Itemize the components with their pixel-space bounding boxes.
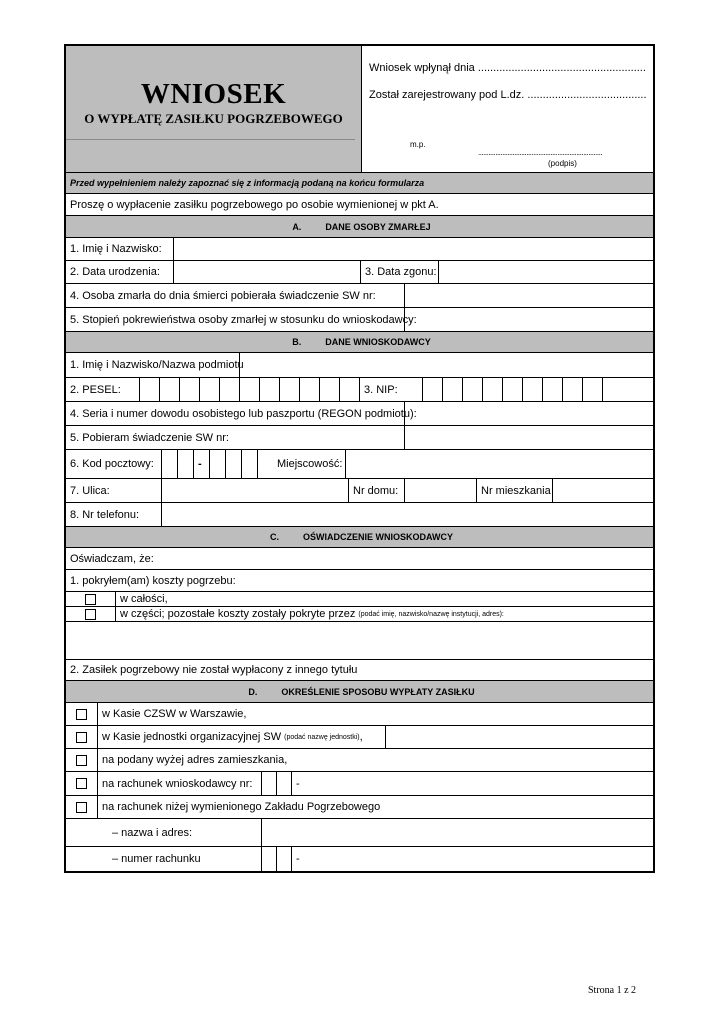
section-c-header <box>66 527 653 548</box>
option-full-row <box>66 592 653 607</box>
signature-label: (podpis) <box>548 159 577 168</box>
postal-code-part1[interactable] <box>162 450 194 478</box>
city-label: Miejscowość: <box>273 450 346 478</box>
declaration-row <box>66 548 653 570</box>
section-d-header <box>66 681 653 703</box>
registration-number-line: Został zarejestrowany pod L.dz. ....................................... <box>369 89 647 101</box>
phone-field[interactable] <box>162 503 653 526</box>
postal-digit-box[interactable] <box>210 450 226 478</box>
address-checkbox-cell[interactable] <box>66 749 98 771</box>
postal-digit-box[interactable] <box>226 450 242 478</box>
cash-central-label: w Kasie CZSW w Warszawie, <box>102 708 247 720</box>
section-c-letter: C. <box>270 532 279 542</box>
birth-date-label: 2. Data urodzenia: <box>66 261 174 283</box>
option-full-label: w całości, <box>120 593 168 605</box>
deceased-name-label: 1. Imię i Nazwisko: <box>66 238 174 260</box>
other-payer-row <box>66 622 653 660</box>
applicant-benefit-label: 5. Pobieram świadczenie SW nr: <box>66 426 405 449</box>
house-number-label: Nr domu: <box>349 479 405 502</box>
cash-unit-field[interactable] <box>386 726 653 748</box>
section-a-title: DANE OSOBY ZMARŁEJ <box>325 221 431 232</box>
postal-digit-box[interactable] <box>178 450 194 478</box>
kinship-label: 5. Stopień pokrewieństwa osoby zmarłej w stosunku do wnioskodawcy: <box>66 308 405 331</box>
street-label: 7. Ulica: <box>66 479 162 502</box>
option-partial-label: w części; pozostałe koszty zostały pokryte przez <box>120 608 356 620</box>
id-document-field[interactable] <box>405 402 653 425</box>
kinship-field[interactable] <box>405 308 653 331</box>
funeral-home-account-dash[interactable]: - <box>296 853 300 865</box>
applicant-name-row <box>66 353 653 378</box>
pesel-digit-box[interactable] <box>180 378 200 401</box>
signature-line: ........................................................................ <box>478 148 603 157</box>
account-digit-box[interactable] <box>277 847 292 871</box>
pesel-digit-box[interactable] <box>300 378 320 401</box>
section-a-header <box>66 216 653 238</box>
option-full-checkbox-cell[interactable] <box>66 592 116 606</box>
funeral-home-name-row <box>66 819 653 847</box>
deceased-benefit-field[interactable] <box>405 284 653 307</box>
death-date-label: 3. Data zgonu: <box>361 261 439 283</box>
death-date-field[interactable] <box>439 261 653 283</box>
option-partial-text <box>116 607 653 621</box>
flat-number-label: Nr mieszkania <box>477 479 553 502</box>
applicant-account-checkbox[interactable] <box>76 778 87 789</box>
application-form <box>64 44 655 873</box>
nip-digit-box[interactable] <box>603 378 623 401</box>
city-field[interactable] <box>346 450 653 478</box>
applicant-account-label: na rachunek wnioskodawcy nr: <box>98 772 262 795</box>
deceased-benefit-label: 4. Osoba zmarła do dnia śmierci pobierała świadczenie SW nr: <box>66 284 405 307</box>
pesel-digit-box[interactable] <box>240 378 260 401</box>
option-partial-row <box>66 607 653 622</box>
street-row <box>66 479 653 503</box>
funeral-home-label: na rachunek niżej wymienionego Zakładu Pogrzebowego <box>102 801 381 813</box>
pesel-boxes[interactable] <box>139 378 360 401</box>
pesel-digit-box[interactable] <box>280 378 300 401</box>
intro-note-row <box>66 173 653 194</box>
nip-digit-box[interactable] <box>443 378 463 401</box>
payout-cash-unit-row <box>66 726 653 749</box>
nip-digit-box[interactable] <box>503 378 523 401</box>
intro-note: Przed wypełnieniem należy zapoznać się z informacją podaną na końcu formularza <box>70 178 425 188</box>
account-digit-box[interactable] <box>262 847 277 871</box>
deceased-name-field[interactable] <box>174 238 653 260</box>
section-c-title: OŚWIADCZENIE WNIOSKODAWCY <box>303 532 453 542</box>
id-document-row <box>66 402 653 426</box>
page-number: Strona 1 z 2 <box>588 985 637 996</box>
request-row <box>66 194 653 216</box>
postal-code-part2[interactable] <box>210 450 273 478</box>
postal-digit-box[interactable] <box>242 450 258 478</box>
other-payer-field[interactable] <box>66 622 653 659</box>
title-block <box>66 46 362 172</box>
stamp-label: m.p. <box>410 140 426 149</box>
phone-label: 8. Nr telefonu: <box>66 503 162 526</box>
costs-covered-text: 1. pokryłem(am) koszty pogrzebu: <box>70 574 236 587</box>
payout-address-row <box>66 749 653 772</box>
cash-central-checkbox[interactable] <box>76 709 87 720</box>
received-date-line: Wniosek wpłynął dnia ....................................................... <box>369 62 646 74</box>
request-text: Proszę o wypłacenie zasiłku pogrzebowego po osobie wymienionej w pkt A. <box>70 198 439 211</box>
cash-unit-text <box>98 726 386 748</box>
funeral-home-name-label: – nazwa i adres: <box>66 819 262 846</box>
section-a-letter: A. <box>292 221 302 232</box>
option-partial-checkbox-cell[interactable] <box>66 607 116 621</box>
registration-block <box>362 46 653 172</box>
postal-dash: - <box>194 450 210 478</box>
deceased-dates-row <box>66 261 653 284</box>
funeral-home-account-prefix[interactable] <box>262 847 292 871</box>
flat-number-field[interactable] <box>553 479 653 502</box>
account-digit-box[interactable] <box>277 772 292 795</box>
kinship-row <box>66 308 653 332</box>
nip-digit-box[interactable] <box>483 378 503 401</box>
id-document-label: 4. Seria i numer dowodu osobistego lub paszportu (REGON podmiotu): <box>66 402 405 425</box>
pesel-digit-box[interactable] <box>260 378 280 401</box>
pesel-digit-box[interactable] <box>220 378 240 401</box>
full-payment-checkbox[interactable] <box>85 594 96 605</box>
form-subtitle: O WYPŁATĘ ZASIŁKU POGRZEBOWEGO <box>84 111 343 126</box>
applicant-benefit-field[interactable] <box>405 426 653 449</box>
postal-code-label: 6. Kod pocztowy: <box>66 450 162 478</box>
no-other-payment-text: 2. Zasiłek pogrzebowy nie został wypłacony z innego tytułu <box>70 664 358 676</box>
pesel-digit-box[interactable] <box>140 378 160 401</box>
title-divider <box>66 139 355 140</box>
funeral-home-checkbox-cell[interactable] <box>66 796 98 818</box>
payout-funeral-home-row <box>66 796 653 819</box>
section-d-letter: D. <box>248 686 258 697</box>
nip-boxes[interactable] <box>422 378 653 401</box>
applicant-account-prefix[interactable] <box>262 772 292 795</box>
postal-digit-box[interactable] <box>162 450 178 478</box>
cash-unit-checkbox-cell[interactable] <box>66 726 98 748</box>
applicant-account-checkbox-cell[interactable] <box>66 772 98 795</box>
section-b-letter: B. <box>292 337 302 347</box>
section-b-title: DANE WNIOSKODAWCY <box>325 337 431 347</box>
applicant-name-field[interactable] <box>240 353 653 377</box>
applicant-account-dash[interactable]: - <box>296 777 300 790</box>
cash-unit-note: (podać nazwę jednostki) <box>284 733 360 741</box>
cash-central-checkbox-cell[interactable] <box>66 703 98 725</box>
deceased-benefit-row <box>66 284 653 308</box>
account-digit-box[interactable] <box>262 772 277 795</box>
nip-digit-box[interactable] <box>463 378 483 401</box>
pesel-digit-box[interactable] <box>200 378 220 401</box>
postal-city-row <box>66 450 653 479</box>
house-number-field[interactable] <box>405 479 477 502</box>
nip-digit-box[interactable] <box>563 378 583 401</box>
deceased-name-row <box>66 238 653 261</box>
applicant-name-label: 1. Imię i Nazwisko/Nazwa podmiotu <box>66 353 240 377</box>
cash-unit-checkbox[interactable] <box>76 732 87 743</box>
section-b-header <box>66 332 653 353</box>
address-label: na podany wyżej adres zamieszkania, <box>102 754 288 766</box>
nip-label: 3. NIP: <box>364 383 398 396</box>
pesel-digit-box[interactable] <box>340 378 360 401</box>
cash-unit-comma: , <box>359 731 363 743</box>
payout-applicant-account-row <box>66 772 653 796</box>
declaration-text: Oświadczam, że: <box>70 552 154 565</box>
funeral-home-account-label: – numer rachunku <box>66 847 262 871</box>
no-other-payment-row <box>66 660 653 681</box>
partial-payment-checkbox[interactable] <box>85 609 96 620</box>
nip-digit-box[interactable] <box>423 378 443 401</box>
birth-date-field[interactable] <box>174 261 361 283</box>
pesel-digit-box[interactable] <box>320 378 340 401</box>
nip-digit-box[interactable] <box>523 378 543 401</box>
pesel-nip-row <box>66 378 653 402</box>
applicant-benefit-row <box>66 426 653 450</box>
funeral-home-checkbox[interactable] <box>76 802 87 813</box>
phone-row <box>66 503 653 527</box>
option-partial-note: (podać imię, nazwisko/nazwę instytucji, adres): <box>358 610 504 618</box>
form-header <box>66 46 653 173</box>
section-d-title: OKREŚLENIE SPOSOBU WYPŁATY ZASIŁKU <box>281 686 475 697</box>
pesel-label: 2. PESEL: <box>70 383 121 396</box>
address-checkbox[interactable] <box>76 755 87 766</box>
street-field[interactable] <box>162 479 349 502</box>
costs-covered-row <box>66 570 653 592</box>
pesel-digit-box[interactable] <box>160 378 180 401</box>
nip-digit-box[interactable] <box>583 378 603 401</box>
funeral-home-name-field[interactable] <box>262 819 653 846</box>
cash-unit-label: w Kasie jednostki organizacyjnej SW <box>102 731 282 743</box>
nip-digit-box[interactable] <box>543 378 563 401</box>
payout-cash-central-row <box>66 703 653 726</box>
form-title: WNIOSEK <box>140 78 287 110</box>
funeral-home-account-row <box>66 847 653 871</box>
